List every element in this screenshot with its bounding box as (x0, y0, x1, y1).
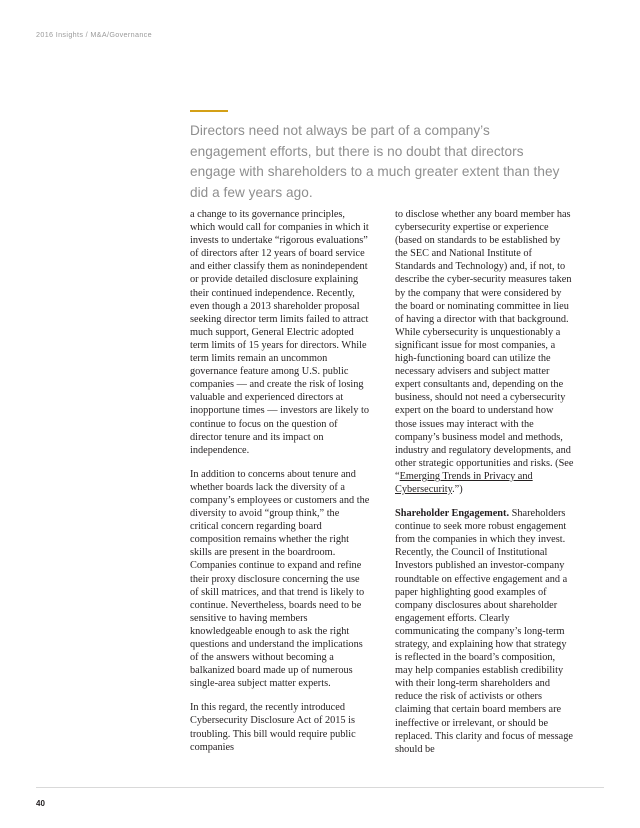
paragraph-text: to disclose whether any board member has cybersecurity expertise or experience (based on standards to be established by the SEC and National Institute of Standards and Technology) and, if not, to describe the cyber-security measures taken by the company that were considered by the board or nominating committee in lieu of having a director with that background. While cybersecurity is unquestionably a significant issue for most companies, a high-functioning board can utilize the necessary advisers and subject matter expert consultants and, depending on the business, should not need a cybersecurity expert on the board to understand how those issues may interact with the company’s business model and methods, industry and regulatory developments, and other strategic opportunities and risks. (See “ (395, 209, 574, 482)
pullquote-accent-rule (190, 110, 228, 112)
paragraph-text-end: .”) (452, 483, 463, 495)
cybersecurity-article-link[interactable]: Emerging Trends in Privacy and Cybersecurity (395, 470, 533, 495)
paragraph-shareholder-engagement (395, 507, 575, 756)
body-columns (190, 208, 575, 767)
right-column (395, 208, 575, 767)
paragraph: In this regard, the recently introduced Cybersecurity Disclosure Act of 2015 is troubling. This bill would require public companies (190, 702, 356, 753)
paragraph-with-link (395, 208, 575, 496)
footer-divider (36, 787, 604, 788)
paragraph: a change to its governance principles, which would call for companies in which it invests to undertake “rigorous evaluations” of directors after 12 years of board service and either classify them as nonindependent or provide detailed disclosure explaining their continued independence. Recently, even though a 2013 shareholder proposal seeking director term limits failed to attract much support, General Electric adopted term limits of 15 years for directors. While term limits remain an uncommon governance feature among U.S. public companies — and create the risk of losing valuable and experienced directors at inopportune times — investors are likely to continue to focus on the question of director tenure and its impact on independence. (190, 209, 370, 456)
page-number: 40 (36, 799, 45, 808)
section-heading: Shareholder Engagement. (395, 508, 510, 520)
running-head: 2016 Insights / M&A/Governance (36, 30, 152, 39)
left-column (190, 208, 370, 767)
paragraph-text: Shareholders continue to seek more robust engagement from the companies in which they invest. Recently, the Council of Institutional Investors published an investor-company roundtable on effective engagement and a paper highlighting good examples of company disclosures about shareholder engagement efforts. Clearly communicating the company’s long-term strategy, and explaining how that strategy is reflected in the board’s composition, may help companies establish credibility with their long-term shareholders and reduce the risk of activists or others claiming that certain board members are ineffective or irrelevant, or should be replaced. This clarity and focus of message should be (395, 508, 573, 755)
paragraph: In addition to concerns about tenure and whether boards lack the diversity of a company’s employees or customers and the diversity to avoid “group think,” the critical concern regarding board composition remains whether the right skills are present in the boardroom. Companies continue to expand and refine their proxy disclosure concerning the use of skill matrices, and that trend is likely to continue. Nevertheless, boards need to be sensitive to having members knowledgeable enough to ask the right questions and understand the implications of the answers without becoming a balkanized board made up of numerous single-area subject matter experts. (190, 468, 370, 690)
pullquote-text: Directors need not always be part of a company’s engagement efforts, but there is no doubt that directors engage with shareholders to a much greater extent than they did a few years ago. (190, 123, 560, 200)
